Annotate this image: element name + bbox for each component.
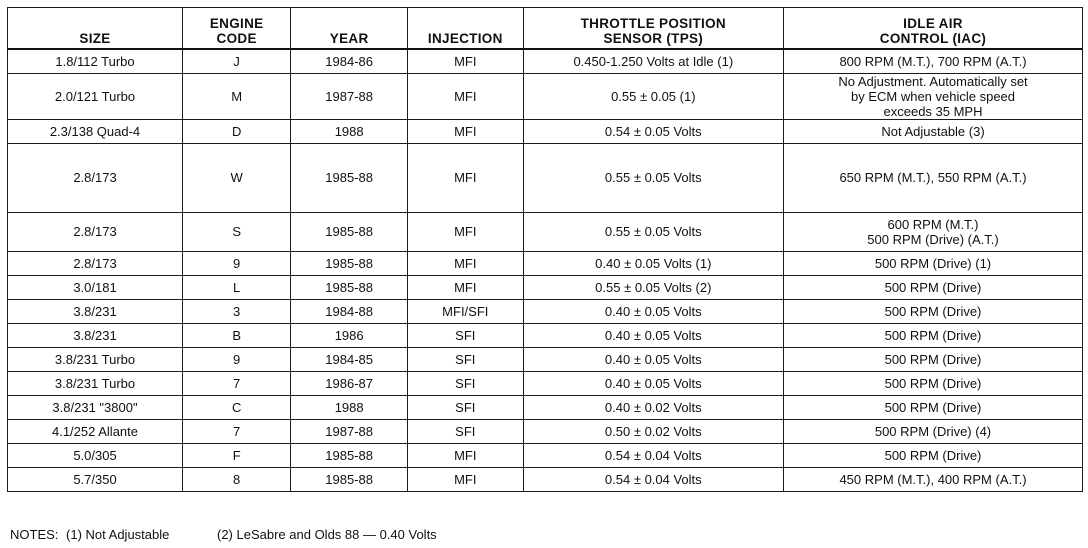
table-body xyxy=(8,49,1083,491)
cell-injection: SFI xyxy=(407,371,523,395)
cell-iac xyxy=(784,143,1083,212)
cell-injection: SFI xyxy=(407,323,523,347)
table-row xyxy=(8,49,1083,73)
table-row xyxy=(8,275,1083,299)
cell-year: 1985-88 xyxy=(291,443,408,467)
cell-tps: 0.55 ± 0.05 (1) xyxy=(523,73,783,119)
table-row xyxy=(8,467,1083,491)
table-row xyxy=(8,119,1083,143)
table-row xyxy=(8,143,1083,212)
cell-engine-code: J xyxy=(183,49,291,73)
table-row xyxy=(8,443,1083,467)
cell-tps: 0.50 ± 0.02 Volts xyxy=(523,419,783,443)
cell-engine-code: 9 xyxy=(183,347,291,371)
cell-engine-code: 9 xyxy=(183,251,291,275)
cell-iac-line: Not Adjustable (3) xyxy=(881,123,985,139)
table-row xyxy=(8,395,1083,419)
cell-iac xyxy=(784,419,1083,443)
cell-tps: 0.54 ± 0.05 Volts xyxy=(523,119,783,143)
cell-iac xyxy=(784,73,1083,119)
cell-year: 1985-88 xyxy=(291,467,408,491)
cell-year: 1986 xyxy=(291,323,408,347)
cell-size: 2.8/173 xyxy=(8,143,183,212)
cell-size: 2.8/173 xyxy=(8,212,183,251)
cell-size: 3.8/231 Turbo xyxy=(8,347,183,371)
table-row xyxy=(8,251,1083,275)
spec-table xyxy=(7,7,1083,492)
cell-size: 2.0/121 Turbo xyxy=(8,73,183,119)
cell-iac-line: 500 RPM (Drive) xyxy=(884,375,982,391)
cell-iac xyxy=(784,443,1083,467)
cell-iac xyxy=(784,251,1083,275)
cell-injection: MFI xyxy=(407,443,523,467)
cell-tps: 0.40 ± 0.05 Volts xyxy=(523,347,783,371)
cell-iac xyxy=(784,395,1083,419)
cell-tps: 0.40 ± 0.05 Volts xyxy=(523,323,783,347)
cell-size: 3.8/231 "3800" xyxy=(8,395,183,419)
cell-iac xyxy=(784,275,1083,299)
cell-injection: MFI xyxy=(407,49,523,73)
header-iac-line2: CONTROL (IAC) xyxy=(879,31,987,46)
header-tps xyxy=(523,8,783,50)
cell-injection: SFI xyxy=(407,347,523,371)
cell-iac-line: 500 RPM (Drive) xyxy=(884,303,982,319)
cell-iac xyxy=(784,49,1083,73)
cell-iac xyxy=(784,119,1083,143)
notes xyxy=(10,527,437,542)
cell-tps: 0.54 ± 0.04 Volts xyxy=(523,443,783,467)
cell-tps: 0.55 ± 0.05 Volts xyxy=(523,212,783,251)
cell-size: 1.8/112 Turbo xyxy=(8,49,183,73)
cell-iac xyxy=(784,323,1083,347)
cell-year: 1984-88 xyxy=(291,299,408,323)
cell-engine-code: C xyxy=(183,395,291,419)
cell-engine-code: B xyxy=(183,323,291,347)
table-row xyxy=(8,212,1083,251)
cell-year: 1985-88 xyxy=(291,143,408,212)
cell-injection: MFI xyxy=(407,119,523,143)
cell-tps: 0.54 ± 0.04 Volts xyxy=(523,467,783,491)
cell-engine-code: 7 xyxy=(183,371,291,395)
notes-label: NOTES: xyxy=(10,527,59,542)
header-tps-line2: SENSOR (TPS) xyxy=(603,31,704,46)
cell-iac-line: 500 RPM (Drive) (1) xyxy=(874,255,992,271)
note-1: (1) Not Adjustable xyxy=(66,527,170,542)
cell-year: 1984-86 xyxy=(291,49,408,73)
header-iac xyxy=(784,8,1083,50)
cell-engine-code: 3 xyxy=(183,299,291,323)
cell-tps: 0.40 ± 0.02 Volts xyxy=(523,395,783,419)
table-header-row xyxy=(8,8,1083,50)
note-2: (2) LeSabre and Olds 88 — 0.40 Volts xyxy=(217,527,437,542)
cell-iac-line: 500 RPM (Drive) xyxy=(884,327,982,343)
cell-year: 1985-88 xyxy=(291,275,408,299)
cell-iac xyxy=(784,467,1083,491)
cell-year: 1987-88 xyxy=(291,419,408,443)
cell-iac-line: 500 RPM (Drive) (A.T.) xyxy=(867,231,999,247)
table-row xyxy=(8,299,1083,323)
cell-tps: 0.40 ± 0.05 Volts xyxy=(523,299,783,323)
cell-year: 1984-85 xyxy=(291,347,408,371)
header-injection: INJECTION xyxy=(407,8,523,50)
table-row xyxy=(8,323,1083,347)
cell-iac-line: No Adjustment. Automatically set xyxy=(838,73,1028,89)
cell-iac-line: 650 RPM (M.T.), 550 RPM (A.T.) xyxy=(839,170,1027,185)
cell-engine-code: D xyxy=(183,119,291,143)
header-iac-line1: IDLE AIR xyxy=(903,16,963,31)
cell-year: 1985-88 xyxy=(291,251,408,275)
cell-size: 4.1/252 Allante xyxy=(8,419,183,443)
cell-injection: MFI xyxy=(407,251,523,275)
table-row xyxy=(8,419,1083,443)
cell-size: 5.0/305 xyxy=(8,443,183,467)
cell-injection: MFI xyxy=(407,212,523,251)
cell-iac-line: by ECM when vehicle speed xyxy=(850,88,1016,104)
cell-iac-line: 600 RPM (M.T.) xyxy=(887,216,979,232)
table-row xyxy=(8,73,1083,119)
cell-tps: 0.450-1.250 Volts at Idle (1) xyxy=(523,49,783,73)
cell-year: 1988 xyxy=(291,119,408,143)
cell-engine-code: W xyxy=(183,143,291,212)
cell-size: 2.3/138 Quad-4 xyxy=(8,119,183,143)
cell-injection: MFI xyxy=(407,467,523,491)
cell-injection: MFI/SFI xyxy=(407,299,523,323)
header-year: YEAR xyxy=(291,8,408,50)
cell-year: 1987-88 xyxy=(291,73,408,119)
cell-size: 3.8/231 xyxy=(8,299,183,323)
cell-size: 3.0/181 xyxy=(8,275,183,299)
cell-iac xyxy=(784,212,1083,251)
cell-iac-line: 450 RPM (M.T.), 400 RPM (A.T.) xyxy=(839,471,1027,487)
cell-tps: 0.40 ± 0.05 Volts (1) xyxy=(523,251,783,275)
cell-iac-line: 500 RPM (Drive) xyxy=(884,351,982,367)
cell-injection: SFI xyxy=(407,419,523,443)
cell-tps: 0.40 ± 0.05 Volts xyxy=(523,371,783,395)
cell-engine-code: 8 xyxy=(183,467,291,491)
cell-iac xyxy=(784,347,1083,371)
header-engine-code-line1: ENGINE xyxy=(209,16,264,31)
cell-engine-code: L xyxy=(183,275,291,299)
cell-iac-line: 500 RPM (Drive) xyxy=(884,279,982,295)
header-size: SIZE xyxy=(8,8,183,50)
cell-iac xyxy=(784,299,1083,323)
cell-size: 3.8/231 Turbo xyxy=(8,371,183,395)
cell-iac-line: 500 RPM (Drive) (4) xyxy=(874,423,992,439)
table-row xyxy=(8,371,1083,395)
cell-injection: MFI xyxy=(407,73,523,119)
cell-iac-line: exceeds 35 MPH xyxy=(883,103,983,119)
table-row xyxy=(8,347,1083,371)
header-engine-code xyxy=(183,8,291,50)
cell-engine-code: 7 xyxy=(183,419,291,443)
header-engine-code-line2: CODE xyxy=(216,31,257,46)
cell-iac-line: 500 RPM (Drive) xyxy=(884,399,982,415)
cell-injection: MFI xyxy=(407,143,523,212)
cell-year: 1988 xyxy=(291,395,408,419)
cell-year: 1986-87 xyxy=(291,371,408,395)
cell-size: 5.7/350 xyxy=(8,467,183,491)
cell-tps: 0.55 ± 0.05 Volts xyxy=(523,143,783,212)
cell-year: 1985-88 xyxy=(291,212,408,251)
cell-size: 3.8/231 xyxy=(8,323,183,347)
cell-injection: MFI xyxy=(407,275,523,299)
cell-iac-line: 800 RPM (M.T.), 700 RPM (A.T.) xyxy=(839,53,1027,69)
cell-tps: 0.55 ± 0.05 Volts (2) xyxy=(523,275,783,299)
cell-size: 2.8/173 xyxy=(8,251,183,275)
cell-iac xyxy=(784,371,1083,395)
cell-injection: SFI xyxy=(407,395,523,419)
cell-iac-line: 500 RPM (Drive) xyxy=(884,447,982,463)
cell-engine-code: F xyxy=(183,443,291,467)
header-tps-line1: THROTTLE POSITION xyxy=(580,16,726,31)
cell-engine-code: M xyxy=(183,73,291,119)
cell-engine-code: S xyxy=(183,212,291,251)
